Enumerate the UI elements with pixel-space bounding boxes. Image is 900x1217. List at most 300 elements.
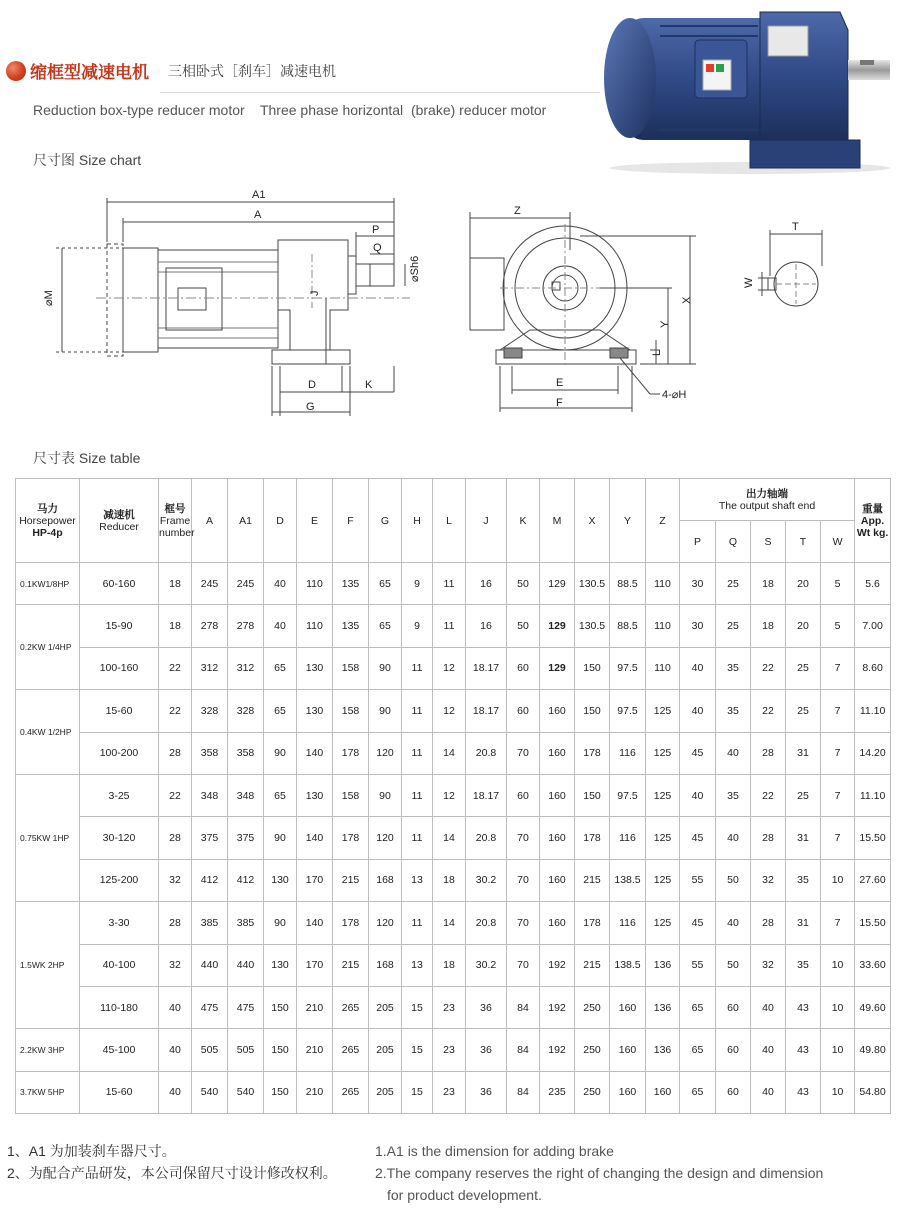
table-cell: 385 bbox=[228, 902, 264, 944]
head-horsepower: 马力 Horsepower HP-4p bbox=[16, 479, 80, 563]
table-cell: 45 bbox=[680, 732, 716, 774]
table-cell: 178 bbox=[575, 732, 610, 774]
table-cell: 140 bbox=[297, 902, 333, 944]
table-cell: 12 bbox=[433, 690, 466, 732]
table-cell: 412 bbox=[192, 859, 228, 901]
table-cell: 40 bbox=[159, 1071, 192, 1113]
table-cell: 129 bbox=[540, 605, 575, 647]
table-cell: 150 bbox=[575, 690, 610, 732]
table-cell: 136 bbox=[646, 986, 680, 1028]
table-cell: 205 bbox=[369, 1029, 402, 1071]
table-cell: 40 bbox=[751, 1029, 786, 1071]
table-cell: 265 bbox=[333, 986, 369, 1028]
table-cell: 43 bbox=[786, 1071, 821, 1113]
note-en-3: for product development. bbox=[387, 1187, 542, 1203]
table-cell: 20.8 bbox=[466, 902, 507, 944]
table-cell: 540 bbox=[192, 1071, 228, 1113]
table-cell: 215 bbox=[575, 944, 610, 986]
table-cell: 90 bbox=[264, 902, 297, 944]
table-cell: 385 bbox=[192, 902, 228, 944]
table-cell: 60 bbox=[716, 1029, 751, 1071]
table-cell: 35 bbox=[716, 774, 751, 816]
table-cell: 328 bbox=[228, 690, 264, 732]
table-cell: 31 bbox=[786, 732, 821, 774]
table-cell: 40 bbox=[680, 647, 716, 689]
table-cell: 31 bbox=[786, 902, 821, 944]
table-cell: 13 bbox=[402, 859, 433, 901]
table-cell: 100-200 bbox=[80, 732, 159, 774]
table-cell: 11 bbox=[402, 690, 433, 732]
table-cell: 245 bbox=[228, 563, 264, 605]
table-cell: 110 bbox=[646, 563, 680, 605]
table-cell: 110-180 bbox=[80, 986, 159, 1028]
table-cell: 100-160 bbox=[80, 647, 159, 689]
table-cell: 60 bbox=[716, 1071, 751, 1113]
head-L: L bbox=[433, 479, 466, 563]
table-cell: 40 bbox=[716, 902, 751, 944]
table-cell: 18 bbox=[159, 605, 192, 647]
table-cell: 158 bbox=[333, 647, 369, 689]
table-cell: 45-100 bbox=[80, 1029, 159, 1071]
table-cell: 22 bbox=[751, 690, 786, 732]
table-cell: 97.5 bbox=[610, 774, 646, 816]
table-cell: 125 bbox=[646, 902, 680, 944]
head-Z: Z bbox=[646, 479, 680, 563]
table-cell: 65 bbox=[264, 774, 297, 816]
notes-en bbox=[375, 1140, 823, 1206]
table-cell: 348 bbox=[228, 774, 264, 816]
table-cell: 245 bbox=[192, 563, 228, 605]
table-cell: 88.5 bbox=[610, 563, 646, 605]
table-cell: 23 bbox=[433, 1029, 466, 1071]
table-cell: 10 bbox=[821, 986, 855, 1028]
size-table bbox=[15, 478, 891, 1114]
size-table-title: 尺寸表 Size table bbox=[33, 450, 141, 466]
note-cn-2: 2、为配合产品研发，本公司保留尺寸设计修改权利。 bbox=[7, 1165, 337, 1181]
label-T: T bbox=[792, 221, 799, 233]
table-row bbox=[16, 690, 891, 732]
table-row bbox=[16, 902, 891, 944]
table-cell: 35 bbox=[786, 859, 821, 901]
table-cell: 475 bbox=[192, 986, 228, 1028]
table-cell: 215 bbox=[575, 859, 610, 901]
table-cell: 540 bbox=[228, 1071, 264, 1113]
table-cell: 120 bbox=[369, 732, 402, 774]
table-cell: 14 bbox=[433, 817, 466, 859]
head-W: W bbox=[821, 521, 855, 563]
table-cell: 168 bbox=[369, 859, 402, 901]
table-cell: 97.5 bbox=[610, 690, 646, 732]
table-cell: 40 bbox=[264, 563, 297, 605]
table-row bbox=[16, 647, 891, 689]
table-cell: 7 bbox=[821, 817, 855, 859]
table-cell: 312 bbox=[192, 647, 228, 689]
table-cell: 84 bbox=[507, 1029, 540, 1071]
table-cell: 90 bbox=[264, 732, 297, 774]
table-cell: 50 bbox=[507, 605, 540, 647]
table-cell: 125 bbox=[646, 817, 680, 859]
table-cell: 250 bbox=[575, 1029, 610, 1071]
table-cell: 14 bbox=[433, 902, 466, 944]
table-cell: 160 bbox=[540, 902, 575, 944]
table-cell: 70 bbox=[507, 859, 540, 901]
head-D: D bbox=[264, 479, 297, 563]
table-cell: 210 bbox=[297, 986, 333, 1028]
table-cell: 20 bbox=[786, 605, 821, 647]
table-cell: 116 bbox=[610, 902, 646, 944]
table-cell: 15.50 bbox=[855, 902, 891, 944]
table-cell: 33.60 bbox=[855, 944, 891, 986]
table-cell: 312 bbox=[228, 647, 264, 689]
table-cell: 7 bbox=[821, 732, 855, 774]
table-cell: 348 bbox=[192, 774, 228, 816]
table-cell: 130 bbox=[264, 859, 297, 901]
table-cell: 28 bbox=[751, 817, 786, 859]
table-cell: 55 bbox=[680, 859, 716, 901]
table-row bbox=[16, 1071, 891, 1113]
table-cell: 25 bbox=[786, 690, 821, 732]
table-cell: 440 bbox=[228, 944, 264, 986]
table-cell: 328 bbox=[192, 690, 228, 732]
table-cell: 70 bbox=[507, 732, 540, 774]
table-head bbox=[16, 479, 891, 563]
table-cell: 35 bbox=[716, 647, 751, 689]
label-Y: Y bbox=[659, 320, 671, 328]
head-A: A bbox=[192, 479, 228, 563]
table-cell: 40 bbox=[716, 817, 751, 859]
table-cell: 60 bbox=[507, 647, 540, 689]
table-cell: 120 bbox=[369, 902, 402, 944]
head-output-shaft: 出力轴端 The output shaft end bbox=[680, 479, 855, 521]
table-cell: 135 bbox=[333, 563, 369, 605]
label-S: ⌀Sh6 bbox=[409, 255, 421, 282]
table-cell: 22 bbox=[751, 774, 786, 816]
table-cell: 125 bbox=[646, 690, 680, 732]
head-A1: A1 bbox=[228, 479, 264, 563]
table-row bbox=[16, 605, 891, 647]
table-cell: 158 bbox=[333, 774, 369, 816]
head-frame: 框号 Frame number bbox=[159, 479, 192, 563]
label-H: 4-⌀H bbox=[662, 389, 687, 401]
table-cell: 9 bbox=[402, 563, 433, 605]
cell-horsepower: 0.2KW 1/4HP bbox=[16, 605, 80, 690]
table-cell: 5 bbox=[821, 605, 855, 647]
table-cell: 125 bbox=[646, 732, 680, 774]
table-cell: 28 bbox=[159, 902, 192, 944]
head-J: J bbox=[466, 479, 507, 563]
table-cell: 210 bbox=[297, 1071, 333, 1113]
table-cell: 55 bbox=[680, 944, 716, 986]
label-F: F bbox=[556, 397, 563, 409]
table-cell: 130.5 bbox=[575, 563, 610, 605]
table-cell: 15 bbox=[402, 1029, 433, 1071]
table-cell: 178 bbox=[575, 902, 610, 944]
table-cell: 11 bbox=[433, 563, 466, 605]
table-cell: 7.00 bbox=[855, 605, 891, 647]
table-row bbox=[16, 732, 891, 774]
table-cell: 138.5 bbox=[610, 859, 646, 901]
table-cell: 50 bbox=[716, 944, 751, 986]
table-cell: 505 bbox=[192, 1029, 228, 1071]
label-A: A bbox=[254, 209, 262, 221]
table-cell: 18.17 bbox=[466, 647, 507, 689]
table-cell: 265 bbox=[333, 1029, 369, 1071]
table-cell: 178 bbox=[333, 817, 369, 859]
table-cell: 3-25 bbox=[80, 774, 159, 816]
table-cell: 32 bbox=[751, 859, 786, 901]
size-table-wrap bbox=[15, 478, 889, 1114]
table-cell: 250 bbox=[575, 1071, 610, 1113]
table-cell: 7 bbox=[821, 690, 855, 732]
head-S: S bbox=[751, 521, 786, 563]
table-cell: 129 bbox=[540, 647, 575, 689]
table-cell: 60-160 bbox=[80, 563, 159, 605]
notes-cn bbox=[7, 1140, 337, 1184]
table-cell: 10 bbox=[821, 859, 855, 901]
table-cell: 23 bbox=[433, 986, 466, 1028]
table-cell: 11.10 bbox=[855, 690, 891, 732]
table-cell: 18 bbox=[751, 605, 786, 647]
table-cell: 10 bbox=[821, 1071, 855, 1113]
table-cell: 210 bbox=[297, 1029, 333, 1071]
label-K: K bbox=[365, 379, 373, 391]
table-cell: 110 bbox=[646, 605, 680, 647]
title-en: Reduction box-type reducer motor Three phase horizontal (brake) reducer motor bbox=[33, 102, 547, 118]
head-F: F bbox=[333, 479, 369, 563]
table-cell: 150 bbox=[575, 647, 610, 689]
head-E: E bbox=[297, 479, 333, 563]
table-cell: 9 bbox=[402, 605, 433, 647]
table-cell: 158 bbox=[333, 690, 369, 732]
table-cell: 130.5 bbox=[575, 605, 610, 647]
table-cell: 192 bbox=[540, 944, 575, 986]
table-cell: 22 bbox=[159, 647, 192, 689]
table-cell: 25 bbox=[716, 605, 751, 647]
table-cell: 90 bbox=[369, 774, 402, 816]
table-cell: 18 bbox=[433, 859, 466, 901]
table-cell: 84 bbox=[507, 1071, 540, 1113]
table-cell: 14 bbox=[433, 732, 466, 774]
table-cell: 7 bbox=[821, 774, 855, 816]
table-cell: 90 bbox=[369, 647, 402, 689]
table-cell: 18 bbox=[433, 944, 466, 986]
table-cell: 84 bbox=[507, 986, 540, 1028]
table-cell: 36 bbox=[466, 986, 507, 1028]
table-cell: 40 bbox=[751, 986, 786, 1028]
table-cell: 110 bbox=[297, 605, 333, 647]
title-cn: 缩框型减速电机 bbox=[30, 63, 149, 82]
table-cell: 49.60 bbox=[855, 986, 891, 1028]
side-view bbox=[43, 189, 421, 416]
table-cell: 31 bbox=[786, 817, 821, 859]
table-cell: 25 bbox=[786, 774, 821, 816]
cell-horsepower: 3.7KW 5HP bbox=[16, 1071, 80, 1113]
table-cell: 160 bbox=[540, 817, 575, 859]
table-row bbox=[16, 563, 891, 605]
note-en-2: 2.The company reserves the right of changing the design and dimension bbox=[375, 1165, 824, 1181]
table-cell: 11 bbox=[402, 732, 433, 774]
head-P: P bbox=[680, 521, 716, 563]
table-cell: 65 bbox=[264, 690, 297, 732]
table-cell: 28 bbox=[159, 732, 192, 774]
table-cell: 30.2 bbox=[466, 859, 507, 901]
table-cell: 160 bbox=[540, 732, 575, 774]
table-cell: 28 bbox=[751, 902, 786, 944]
table-cell: 60 bbox=[716, 986, 751, 1028]
head-G: G bbox=[369, 479, 402, 563]
table-cell: 168 bbox=[369, 944, 402, 986]
table-cell: 36 bbox=[466, 1029, 507, 1071]
table-cell: 40 bbox=[264, 605, 297, 647]
table-cell: 22 bbox=[159, 690, 192, 732]
table-cell: 15 bbox=[402, 986, 433, 1028]
table-cell: 40-100 bbox=[80, 944, 159, 986]
table-cell: 54.80 bbox=[855, 1071, 891, 1113]
table-cell: 32 bbox=[159, 859, 192, 901]
note-en-1: 1.A1 is the dimension for adding brake bbox=[375, 1143, 614, 1159]
table-cell: 27.60 bbox=[855, 859, 891, 901]
table-cell: 70 bbox=[507, 944, 540, 986]
table-cell: 150 bbox=[264, 1029, 297, 1071]
table-cell: 278 bbox=[228, 605, 264, 647]
table-cell: 178 bbox=[575, 817, 610, 859]
table-cell: 412 bbox=[228, 859, 264, 901]
dimension-drawing bbox=[0, 180, 900, 425]
table-row bbox=[16, 944, 891, 986]
table-cell: 50 bbox=[716, 859, 751, 901]
table-cell: 358 bbox=[192, 732, 228, 774]
table-cell: 11.10 bbox=[855, 774, 891, 816]
table-cell: 65 bbox=[369, 605, 402, 647]
table-cell: 475 bbox=[228, 986, 264, 1028]
table-cell: 15 bbox=[402, 1071, 433, 1113]
table-cell: 215 bbox=[333, 944, 369, 986]
table-cell: 18 bbox=[751, 563, 786, 605]
table-cell: 160 bbox=[540, 774, 575, 816]
label-X: X bbox=[681, 296, 693, 304]
table-cell: 36 bbox=[466, 1071, 507, 1113]
head-K: K bbox=[507, 479, 540, 563]
table-cell: 278 bbox=[192, 605, 228, 647]
table-cell: 440 bbox=[192, 944, 228, 986]
table-cell: 70 bbox=[507, 902, 540, 944]
table-cell: 88.5 bbox=[610, 605, 646, 647]
table-cell: 65 bbox=[264, 647, 297, 689]
table-cell: 15.50 bbox=[855, 817, 891, 859]
table-cell: 170 bbox=[297, 944, 333, 986]
label-W: W bbox=[743, 277, 755, 288]
table-cell: 40 bbox=[751, 1071, 786, 1113]
table-cell: 150 bbox=[264, 1071, 297, 1113]
head-weight: 重量 App. Wt kg. bbox=[855, 479, 891, 563]
table-cell: 22 bbox=[159, 774, 192, 816]
table-cell: 140 bbox=[297, 732, 333, 774]
cell-horsepower: 0.1KW1/8HP bbox=[16, 563, 80, 605]
table-cell: 7 bbox=[821, 902, 855, 944]
table-cell: 15-90 bbox=[80, 605, 159, 647]
table-cell: 160 bbox=[540, 690, 575, 732]
table-cell: 13 bbox=[402, 944, 433, 986]
table-cell: 10 bbox=[821, 1029, 855, 1071]
table-cell: 138.5 bbox=[610, 944, 646, 986]
table-cell: 140 bbox=[297, 817, 333, 859]
table-cell: 32 bbox=[751, 944, 786, 986]
table-cell: 250 bbox=[575, 986, 610, 1028]
table-cell: 5.6 bbox=[855, 563, 891, 605]
table-cell: 160 bbox=[610, 1071, 646, 1113]
table-cell: 40 bbox=[680, 774, 716, 816]
table-cell: 30-120 bbox=[80, 817, 159, 859]
table-cell: 11 bbox=[433, 605, 466, 647]
table-cell: 130 bbox=[297, 774, 333, 816]
table-row bbox=[16, 774, 891, 816]
table-cell: 11 bbox=[402, 817, 433, 859]
table-cell: 136 bbox=[646, 944, 680, 986]
table-cell: 235 bbox=[540, 1071, 575, 1113]
table-cell: 11 bbox=[402, 902, 433, 944]
table-cell: 32 bbox=[159, 944, 192, 986]
table-cell: 150 bbox=[575, 774, 610, 816]
table-cell: 60 bbox=[507, 774, 540, 816]
table-cell: 160 bbox=[540, 859, 575, 901]
table-cell: 14.20 bbox=[855, 732, 891, 774]
table-cell: 65 bbox=[680, 1029, 716, 1071]
front-view bbox=[470, 205, 696, 412]
table-cell: 11 bbox=[402, 647, 433, 689]
head-reducer: 减速机 Reducer bbox=[80, 479, 159, 563]
table-cell: 11 bbox=[402, 774, 433, 816]
head-M: M bbox=[540, 479, 575, 563]
table-cell: 65 bbox=[369, 563, 402, 605]
table-cell: 43 bbox=[786, 986, 821, 1028]
table-cell: 12 bbox=[433, 647, 466, 689]
table-cell: 125 bbox=[646, 774, 680, 816]
table-cell: 150 bbox=[264, 986, 297, 1028]
table-cell: 65 bbox=[680, 986, 716, 1028]
table-cell: 16 bbox=[466, 563, 507, 605]
table-cell: 129 bbox=[540, 563, 575, 605]
table-cell: 160 bbox=[610, 1029, 646, 1071]
table-cell: 40 bbox=[159, 986, 192, 1028]
head-Y: Y bbox=[610, 479, 646, 563]
table-cell: 170 bbox=[297, 859, 333, 901]
table-cell: 15-60 bbox=[80, 1071, 159, 1113]
label-A1: A1 bbox=[252, 189, 266, 201]
table-cell: 12 bbox=[433, 774, 466, 816]
table-cell: 20.8 bbox=[466, 817, 507, 859]
table-cell: 130 bbox=[297, 647, 333, 689]
table-cell: 28 bbox=[751, 732, 786, 774]
table-cell: 40 bbox=[716, 732, 751, 774]
table-cell: 60 bbox=[507, 690, 540, 732]
shaft-key-view bbox=[743, 221, 822, 306]
table-cell: 505 bbox=[228, 1029, 264, 1071]
table-cell: 116 bbox=[610, 732, 646, 774]
table-cell: 120 bbox=[369, 817, 402, 859]
title-bullet-icon bbox=[6, 61, 26, 81]
table-cell: 8.60 bbox=[855, 647, 891, 689]
table-cell: 90 bbox=[369, 690, 402, 732]
table-cell: 30 bbox=[680, 605, 716, 647]
table-cell: 205 bbox=[369, 1071, 402, 1113]
label-E: E bbox=[556, 377, 564, 389]
table-cell: 3-30 bbox=[80, 902, 159, 944]
table-cell: 20.8 bbox=[466, 732, 507, 774]
table-cell: 135 bbox=[333, 605, 369, 647]
table-cell: 50 bbox=[507, 563, 540, 605]
title-divider bbox=[160, 92, 600, 93]
table-cell: 16 bbox=[466, 605, 507, 647]
